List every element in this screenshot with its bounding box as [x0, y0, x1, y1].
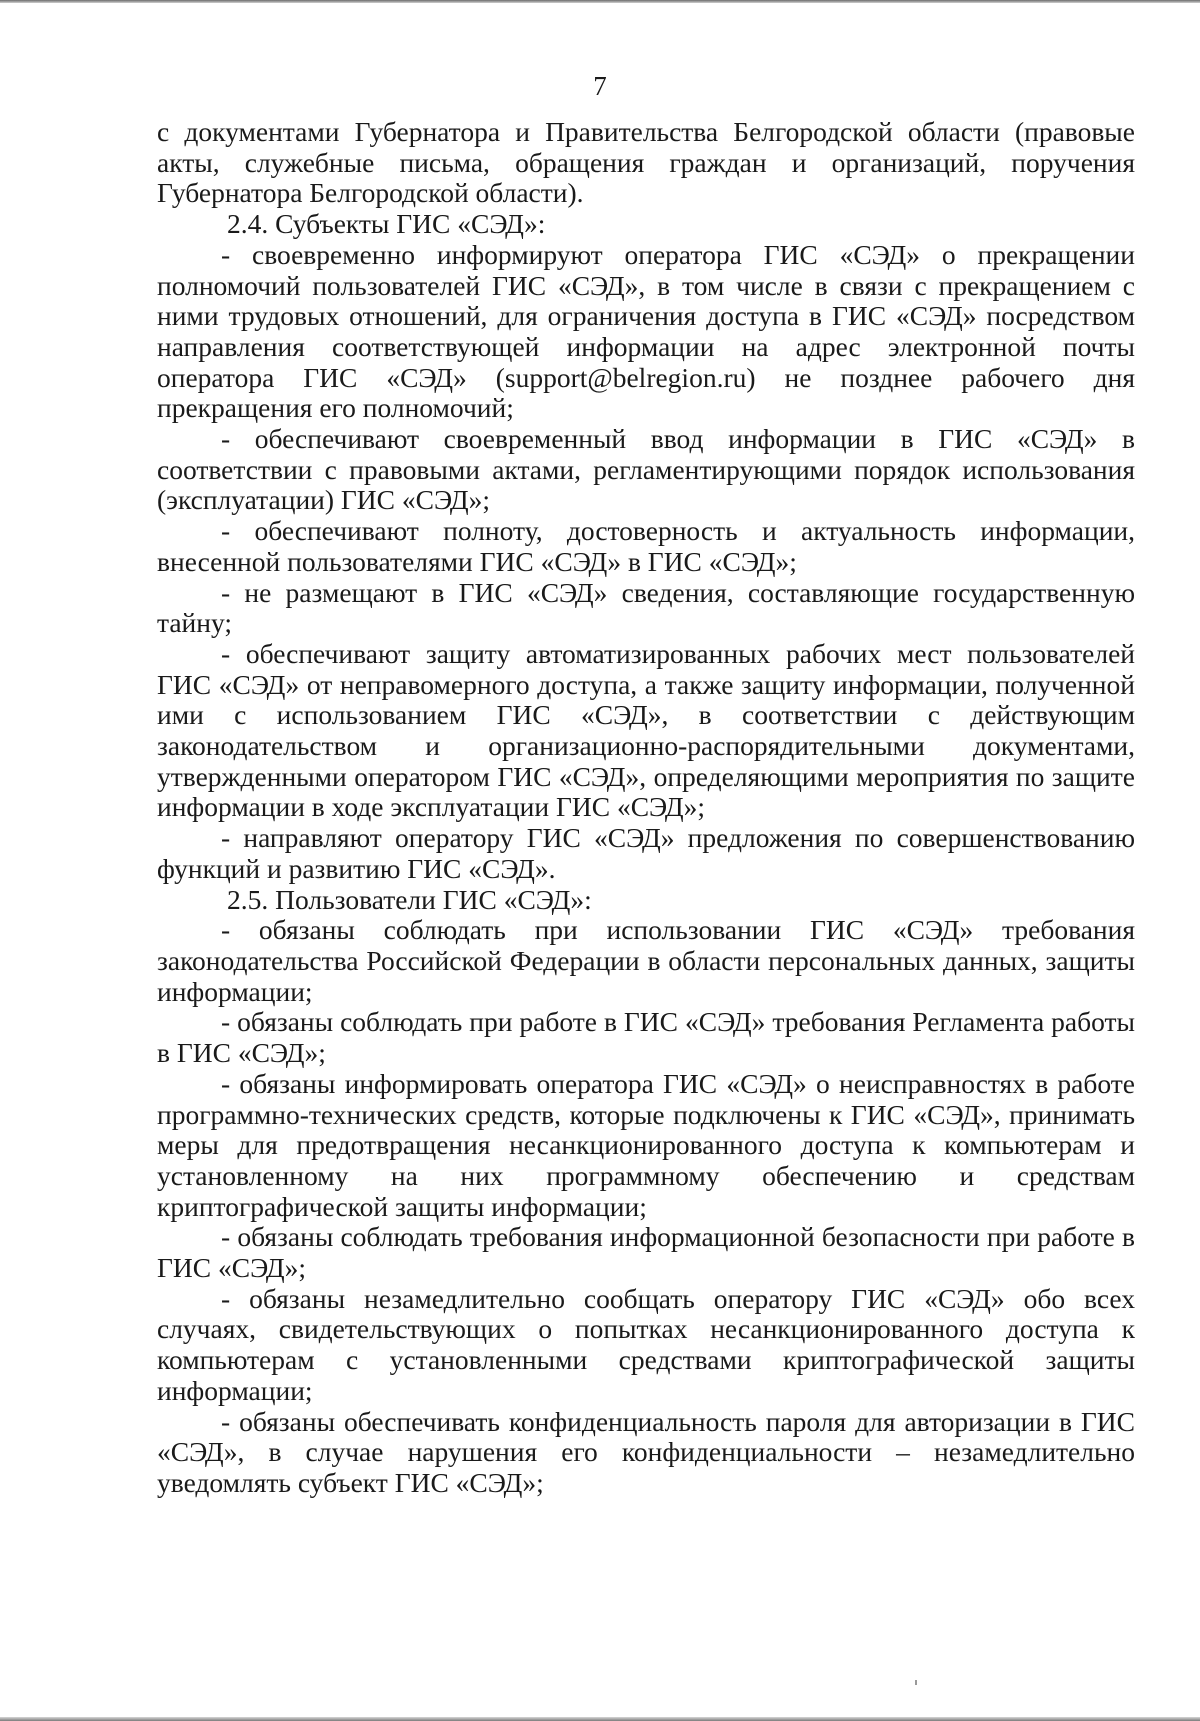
scan-speck — [915, 1680, 917, 1685]
document-body — [157, 117, 1135, 1499]
section-heading-2-5: 2.5. Пользователи ГИС «СЭД»: — [227, 883, 592, 915]
list-item: - направляют оператору ГИС «СЭД» предложения по совершенствованию функций и развитию ГИС «СЭД». — [157, 822, 1135, 884]
list-item: - обязаны соблюдать требования информационной безопасности при работе в ГИС «СЭД»; — [157, 1221, 1135, 1284]
list-item: - обязаны обеспечивать конфиденциальность пароля для авторизации в ГИС «СЭД», в случае нарушения его конфиденциальности – незамедлительно уведомлять субъект ГИС «СЭД»; — [157, 1405, 1135, 1498]
list-item: - обязаны соблюдать при работе в ГИС «СЭД» требования Регламента работы в ГИС «СЭД»; — [157, 1006, 1135, 1069]
list-item: - обеспечивают защиту автоматизированных рабочих мест пользователей ГИС «СЭД» от неправомерного доступа, а также защиту информации, полученной ими с использованием ГИС «СЭД», в соответствии с действующим законодательством и организационно-распорядительными документами, утвержденными оператором ГИС «СЭД», определяющими мероприятия по защите информации в ходе эксплуатации ГИС «СЭД»; — [157, 637, 1135, 823]
list-item: - обеспечивают своевременный ввод информации в ГИС «СЭД» в соответствии с правовыми актами, регламентирующими порядок использования (эксплуатации) ГИС «СЭД»; — [157, 423, 1135, 516]
paragraph: с документами Губернатора и Правительства Белгородской области (правовые акты, служебные письма, обращения граждан и организаций, поручения Губернатора Белгородской области). — [157, 116, 1135, 209]
list-item: - своевременно информируют оператора ГИС «СЭД» о прекращении полномочий пользователей ГИС «СЭД», в том числе в связи с прекращением с ними трудовых отношений, для ограничения доступа в ГИС «СЭД» посредством направления соответствующей информации на адрес электронной почты оператора ГИС «СЭД» (support@belregion.ru) не позднее рабочего дня прекращения его полномочий; — [157, 238, 1135, 424]
section-heading-2-4: 2.4. Субъекты ГИС «СЭД»: — [227, 208, 546, 240]
list-item: - не размещают в ГИС «СЭД» сведения, составляющие государственную тайну; — [157, 576, 1135, 639]
scan-edge-bottom — [0, 1717, 1200, 1721]
page-number: 7 — [593, 71, 607, 101]
scan-edge-top — [0, 0, 1200, 3]
list-item: - обязаны незамедлительно сообщать оператору ГИС «СЭД» обо всех случаях, свидетельствующих о попытках несанкционированного доступа к компьютерам с установленными средствами криптографической защиты информации; — [157, 1282, 1135, 1406]
list-item: - обеспечивают полноту, достоверность и актуальность информации, внесенной пользователями ГИС «СЭД» в ГИС «СЭД»; — [157, 515, 1135, 577]
list-item: - обязаны соблюдать при использовании ГИС «СЭД» требования законодательства Российской Федерации в области персональных данных, защиты информации; — [157, 914, 1135, 1007]
list-item: - обязаны информировать оператора ГИС «СЭД» о неисправностях в работе программно-технических средств, которые подключены к ГИС «СЭД», принимать меры для предотвращения несанкционированного доступа к компьютерам и установленному на них программному обеспечению и средствам криптографической защиты информации; — [157, 1067, 1135, 1222]
